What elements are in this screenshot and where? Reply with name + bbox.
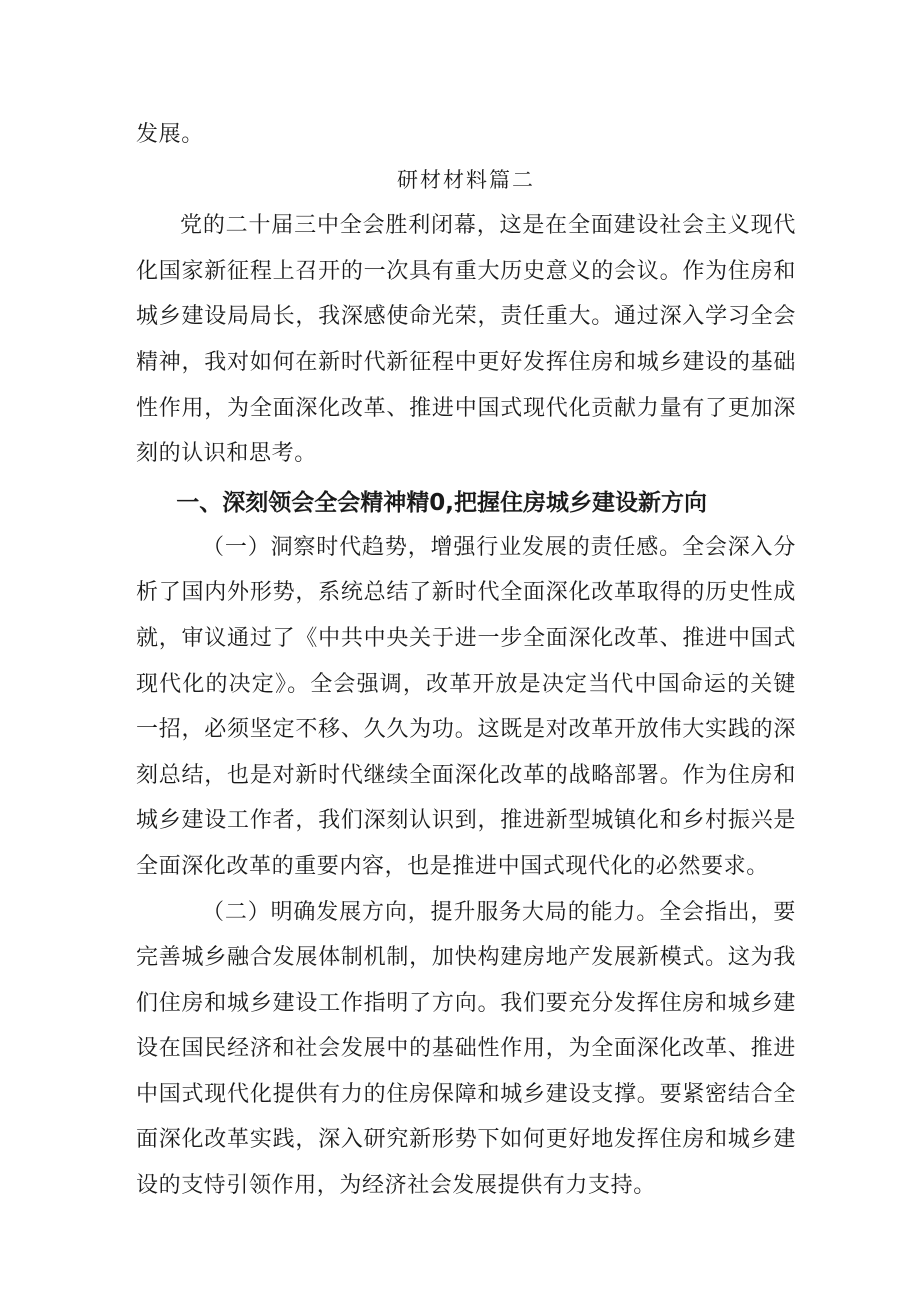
intro-tail-text: 发展。 (136, 122, 204, 147)
heading-section-1: 一、深刻领会全会精神精0,把握住房城乡建设新方向 (176, 489, 707, 516)
section-title: 研材材料篇二 (397, 167, 535, 192)
paragraph-intro: 党的二十届三中全会胜利闭幕，这是在全面建设社会主义现代化国家新征程上召开的一次具有重大历史意义的会议。作为住房和城乡建设局局长，我深感使命光荣，责任重大。通过深入学习全会精神，我对如何在新时代新征程中更好发挥住房和城乡建设的基础性作用，为全面深化改革、推进中国式现代化贡献力量有了更加深刻的认识和思考。 (136, 213, 796, 467)
paragraph-subsection-1: （一）洞察时代趋势，增强行业发展的责任感。全会深入分析了国内外形势，系统总结了新时代全面深化改革取得的历史性成就，审议通过了《中共中央关于进一步全面深化改革、推进中国式现代化的决定》。全会强调，改革开放是决定当代中国命运的关键一招，必须坚定不移、久久为功。这既是对改革开放伟大实践的深刻总结，也是对新时代继续全面深化改革的战略部署。作为住房和城乡建设工作者，我们深刻认识到，推进新型城镇化和乡村振兴是全面深化改革的重要内容，也是推进中国式现代化的必然要求。 (136, 534, 796, 879)
document-body (136, 112, 796, 1209)
paragraph-subsection-2: （二）明确发展方向，提升服务大局的能力。全会指出，要完善城乡融合发展体制机制，加快构建房地产发展新模式。这为我们住房和城乡建设工作指明了方向。我们要充分发挥住房和城乡建设在国民经济和社会发展中的基础性作用，为全面深化改革、推进中国式现代化提供有力的住房保障和城乡建设支撑。要紧密结合全面深化改革实践，深入研究新形势下如何更好地发挥住房和城乡建设的支恃引领作用，为经济社会发展提供有力支持。 (136, 899, 796, 1199)
